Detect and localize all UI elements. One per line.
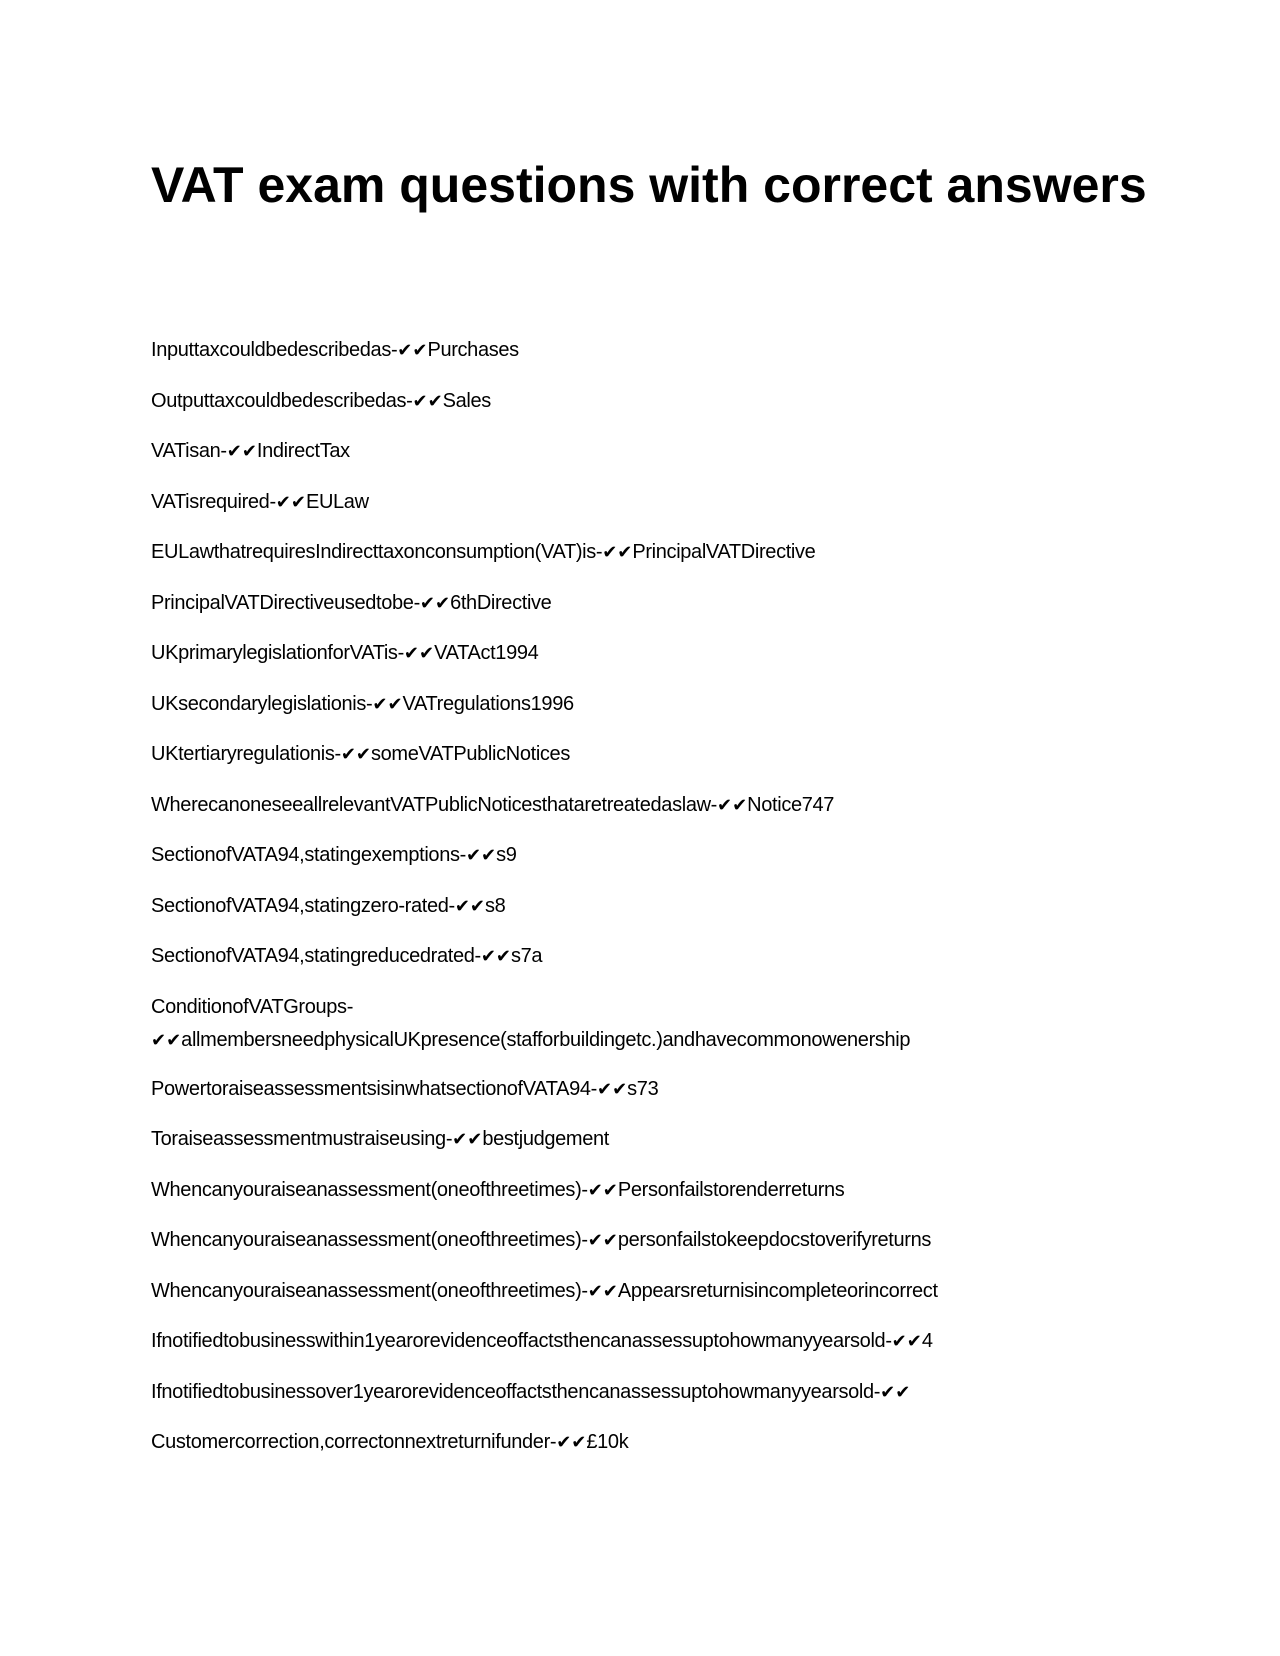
check-icon: ✔✔	[587, 1230, 618, 1251]
answer-text: 4	[921, 1330, 933, 1352]
question-text: PowertoraiseassessmentsisinwhatsectionofVATA94-	[151, 1077, 597, 1100]
question-text: Whencanyouraiseanassessment(oneofthreetimes)-	[151, 1229, 588, 1251]
list-item	[151, 1123, 1141, 1156]
list-item	[151, 839, 1141, 872]
check-icon: ✔✔	[340, 744, 371, 765]
answer-text: Purchases	[427, 339, 519, 361]
answer-text: Appearsreturnisincompleteorincorrect	[617, 1279, 938, 1302]
question-text: UKsecondarylegislationis-	[151, 692, 373, 715]
list-item	[151, 486, 1141, 519]
question-text: PrincipalVATDirectiveusedtobe-	[151, 591, 420, 614]
question-text: SectionofVATA94,statingexemptions-	[151, 844, 466, 866]
check-icon: ✔✔	[587, 1280, 618, 1302]
check-icon: ✔✔	[556, 1432, 587, 1453]
question-text: UKtertiaryregulationis-	[151, 743, 341, 765]
question-text: Customercorrection,correctonnextreturnifunder-	[151, 1431, 557, 1453]
answer-text: £10k	[586, 1431, 629, 1453]
list-item	[151, 1275, 1141, 1308]
answer-text: EULaw	[305, 490, 369, 513]
check-icon: ✔✔	[151, 1029, 182, 1051]
check-icon: ✔✔	[275, 491, 306, 513]
list-item	[151, 738, 1141, 771]
check-icon: ✔✔	[226, 441, 257, 462]
answer-text: s73	[627, 1077, 659, 1100]
question-text: Toraiseassessmentmustraiseusing-	[151, 1128, 453, 1150]
check-icon: ✔✔	[454, 895, 485, 917]
question-text: Whencanyouraiseanassessment(oneofthreetimes)-	[151, 1279, 588, 1302]
answer-text: bestjudgement	[482, 1128, 609, 1150]
list-item	[151, 890, 1141, 923]
question-text: Outputtaxcouldbedescribedas-	[151, 389, 413, 412]
answer-text: s7a	[511, 945, 543, 967]
answer-text: IndirectTax	[256, 440, 350, 462]
check-icon: ✔✔	[602, 542, 633, 563]
check-icon: ✔✔	[480, 946, 511, 967]
question-text: SectionofVATA94,statingzero-rated-	[151, 894, 455, 917]
check-icon: ✔✔	[397, 340, 428, 361]
list-item	[151, 1426, 1141, 1459]
check-icon: ✔✔	[465, 845, 497, 866]
list-item	[151, 1174, 1141, 1207]
question-text: WherecanoneseeallrelevantVATPublicNoticesthataretreatedaslaw-	[151, 793, 717, 816]
list-item	[151, 385, 1141, 418]
answer-text: personfailstokeepdocstoverifyreturns	[617, 1229, 931, 1251]
question-text: Ifnotifiedtobusinesswithin1yearorevidenceoffactsthencanassessuptohowmanyyearsold-	[151, 1330, 892, 1352]
question-text: UKprimarylegislationforVATis-	[151, 642, 404, 664]
answer-text: Sales	[442, 389, 491, 412]
list-item	[151, 940, 1141, 973]
question-text: Whencanyouraiseanassessment(oneofthreetimes)-	[151, 1178, 588, 1201]
answer-text: allmembersneedphysicalUKpresence(stafforbuildingetc.)andhavecommonowenership	[181, 1028, 911, 1051]
check-icon: ✔✔	[372, 693, 403, 715]
list-item	[151, 435, 1141, 468]
list-item	[151, 637, 1141, 670]
answer-text: PrincipalVATDirective	[632, 541, 816, 563]
answer-text: Notice747	[747, 793, 835, 816]
check-icon: ✔✔	[880, 1381, 911, 1403]
question-text: Ifnotifiedtobusinessover1yearorevidenceoffactsthencanassessuptohowmanyyearsold-	[151, 1380, 881, 1403]
qa-list	[151, 334, 1141, 1477]
check-icon: ✔✔	[452, 1129, 483, 1150]
list-item	[151, 536, 1141, 569]
answer-text: VATAct1994	[434, 642, 539, 664]
question-text: Inputtaxcouldbedescribedas-	[151, 339, 398, 361]
answer-text: Personfailstorenderreturns	[617, 1178, 845, 1201]
list-item	[151, 688, 1141, 721]
answer-text: someVATPublicNotices	[370, 743, 570, 765]
question-text: SectionofVATA94,statingreducedrated-	[151, 945, 481, 967]
list-item	[151, 587, 1141, 620]
answer-text: s8	[485, 894, 506, 917]
check-icon: ✔✔	[403, 643, 435, 664]
answer-text: s9	[496, 844, 517, 866]
list-item	[151, 991, 1141, 1057]
answer-text: 6thDirective	[450, 591, 552, 614]
page-title: VAT exam questions with correct answers	[151, 157, 1147, 213]
list-item	[151, 1376, 1141, 1409]
answer-line	[151, 1024, 1141, 1057]
question-text: ConditionofVATGroups-	[151, 995, 354, 1018]
check-icon: ✔✔	[412, 390, 443, 412]
check-icon: ✔✔	[419, 592, 451, 614]
question-text: VATisan-	[151, 440, 227, 462]
list-item	[151, 789, 1141, 822]
check-icon: ✔✔	[891, 1331, 922, 1352]
question-text: EULawthatrequiresIndirecttaxonconsumption(VAT)is-	[151, 541, 603, 563]
check-icon: ✔✔	[587, 1179, 618, 1201]
list-item	[151, 334, 1141, 367]
list-item	[151, 1224, 1141, 1257]
check-icon: ✔✔	[717, 794, 748, 816]
list-item	[151, 1325, 1141, 1358]
check-icon: ✔✔	[596, 1078, 628, 1100]
question-text: VATisrequired-	[151, 490, 276, 513]
answer-text: VATregulations1996	[402, 692, 574, 715]
list-item	[151, 1073, 1141, 1106]
